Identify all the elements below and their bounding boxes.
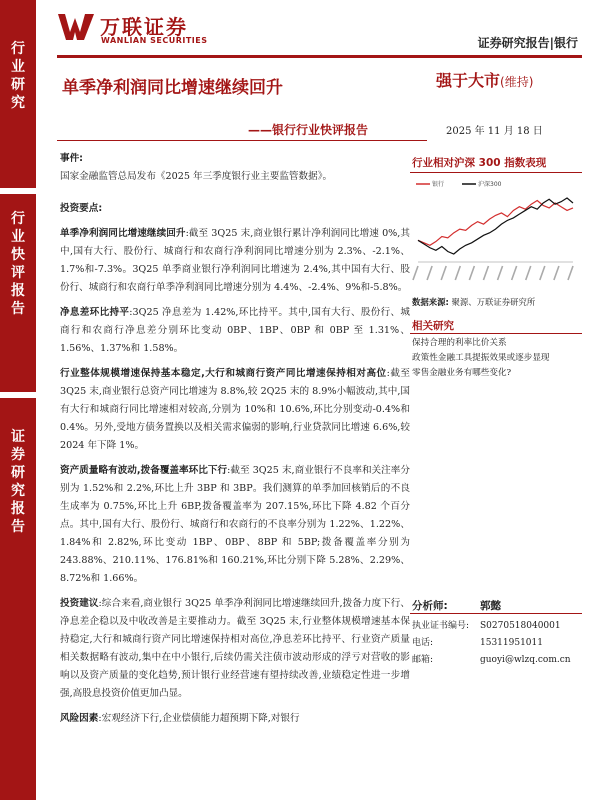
side-label-char: 报 (11, 501, 25, 517)
strip-divider (0, 188, 36, 194)
report-subtitle: ——银行行业快评报告 (248, 123, 369, 137)
legend-label: 沪深300 (478, 181, 502, 188)
related-item[interactable]: 保持合理的利率比价关系 (412, 338, 507, 348)
side-label-char: 究 (11, 95, 25, 111)
side-label-char: 证 (11, 429, 25, 445)
title-rule (57, 140, 427, 141)
related-list (412, 336, 550, 381)
paragraph: 投资建议:综合来看,商业银行 3Q25 单季净利润同比增速继续回升,拨备力度下行、净息差企稳以及中收改善是主要推动力。截至 3Q25 末,行业整体规模增速基本保持稳定,大行和城商行资产同比增速保持相对高位,净息差环比持平、行业资产质量相关数据略有波动,集中在中小银行,后续仍需关注债市波动形成的浮亏对营收的影响以及资产质量的变化趋势,预计银行业经营速有望持续改善,业绩稳定性进一步增强,高股息投资价值更加凸显。 (60, 598, 410, 699)
cert-row: 执业证书编号: S0270518040001 (412, 621, 561, 631)
legend-label: 银行 (432, 181, 445, 188)
side-label-char: 告 (11, 301, 25, 317)
series-line (418, 200, 573, 245)
paragraph: 风险因素:宏观经济下行,企业偿债能力超预期下降,对银行 (60, 713, 300, 724)
phone-number: 15311951011 (480, 638, 543, 648)
logo-text: 万联证券 (100, 15, 188, 39)
wanlian-logo-icon (57, 12, 95, 42)
related-item[interactable]: 政策性金融工具提振效果或逐步显现 (412, 353, 550, 363)
x-tick (512, 266, 517, 280)
x-tick (568, 266, 573, 280)
x-tick (469, 266, 474, 280)
chart-title: 行业相对沪深 300 指数表现 (412, 157, 547, 169)
related-item[interactable]: 零售金融业务有哪些变化? (412, 368, 512, 378)
rating-main: 强于大市 (436, 71, 501, 90)
report-type: 证券研究报告|银行 (477, 36, 578, 50)
side-label-char: 快 (11, 247, 25, 263)
analyst-name: 郭懿 (480, 600, 501, 612)
email-address[interactable]: guoyi@wlzq.com.cn (480, 655, 571, 665)
sidebar-rule (410, 172, 582, 173)
side-label-char: 业 (11, 229, 25, 245)
x-tick (526, 266, 531, 280)
side-label-char: 行 (11, 211, 25, 227)
x-tick (413, 266, 418, 280)
x-tick (540, 266, 545, 280)
relative-performance-chart (408, 176, 583, 291)
data-source: 数据来源: 聚源、万联证券研究所 (412, 297, 536, 307)
x-tick (498, 266, 503, 280)
side-label-securities-report (0, 428, 36, 536)
report-body (60, 150, 410, 728)
side-label-research (0, 40, 36, 112)
x-tick (455, 266, 460, 280)
header-rule (57, 55, 582, 58)
paragraph: 净息差环比持平:3Q25 净息差为 1.42%,环比持平。其中,国有大行、股份行、城商行和农商行净息差分别环比变动 0BP、1BP、0BP 和 0BP 至 1.31%、1.56%、1.37%和 1.58%。 (60, 307, 411, 354)
logo-english: WANLIAN SECURITIES (101, 36, 208, 45)
x-tick (427, 266, 432, 280)
side-label-char: 告 (11, 519, 25, 535)
strip-divider (0, 392, 36, 398)
side-label-char: 业 (11, 59, 25, 75)
x-tick (554, 266, 559, 280)
side-label-char: 研 (11, 77, 25, 93)
points-heading: 投资要点: (60, 203, 103, 214)
x-tick (441, 266, 446, 280)
side-label-char: 券 (11, 447, 25, 463)
event-text: 国家金融监管总局发布《2025 年三季度银行业主要监管数据》。 (60, 171, 333, 182)
paragraph: 单季净利润同比增速继续回升:截至 3Q25 末,商业银行累计净利润同比增速 0%,其中,国有大行、股份行、城商行和农商行净利润同比增速分别为 2.3%、-2.1%、1.7%和-7.3%。3Q25 单季商业银行净利润同比增速为 2.4%,其中国有大行、股份行、城商行和农商行单季净利润同比增速分别为 4.4%、-2.4%、9%和-5.8%。 (60, 228, 410, 293)
side-label-char: 究 (11, 483, 25, 499)
report-date: 2025 年 11 月 18 日 (446, 126, 543, 137)
chart-svg (408, 176, 583, 291)
x-tick (483, 266, 488, 280)
cert-number: S0270518040001 (480, 621, 561, 631)
side-label-char: 报 (11, 283, 25, 299)
series-line (418, 198, 573, 254)
related-rule (410, 333, 582, 334)
side-strip (0, 0, 36, 800)
side-label-quick-review (0, 210, 36, 318)
analyst-row: 分析师: 郭懿 (412, 600, 501, 612)
rating (436, 68, 533, 91)
analyst-rule (410, 613, 582, 614)
paragraph: 资产质量略有波动,拨备覆盖率环比下行:截至 3Q25 末,商业银行不良率和关注率分别为 1.52%和 2.2%,环比上升 3BP 和 3BP。我们测算的单季加回核销后的不良生成率为 0.75%,环比上升 6BP,拨备覆盖率为 207.15%,环比下降 4.82 个百分点。其中,国有大行、股份行、城商行和农商行的不良率分别为 1.22%、1.22%、1.84%和 2.82%,环比变动 1BP、0BP、8BP 和 5BP;拨备覆盖率分别为 243.88%、210.11%、176.81%和 160.21%,环比分别下降 5.28%、2.29%、8.72%和 1.66%。 (60, 465, 410, 584)
side-label-char: 评 (11, 265, 25, 281)
phone-row: 电话: 15311951011 (412, 638, 543, 648)
related-heading: 相关研究 (412, 320, 454, 332)
side-label-char: 研 (11, 465, 25, 481)
rating-note: (维持) (500, 75, 534, 89)
event-heading: 事件: (60, 153, 84, 164)
paragraph: 行业整体规模增速保持基本稳定,大行和城商行资产同比增速保持相对高位:截至 3Q25 末,商业银行总资产同比增速为 8.8%,较 2Q25 末的 8.9%小幅波动,其中,国有大行和城商行同比增速相对较高,分别为 10%和 10.6%,环比分别变动-0.4%和 0.4%。另外,受地方债务置换以及相关需求偏弱的影响,行业贷款同比增速 6.6%,较 2024 年下降 1%。 (60, 368, 410, 451)
email-row: 邮箱: guoyi@wlzq.com.cn (412, 655, 571, 665)
report-title: 单季净利润同比增速继续回升 (62, 78, 283, 98)
side-label-char: 行 (11, 41, 25, 57)
